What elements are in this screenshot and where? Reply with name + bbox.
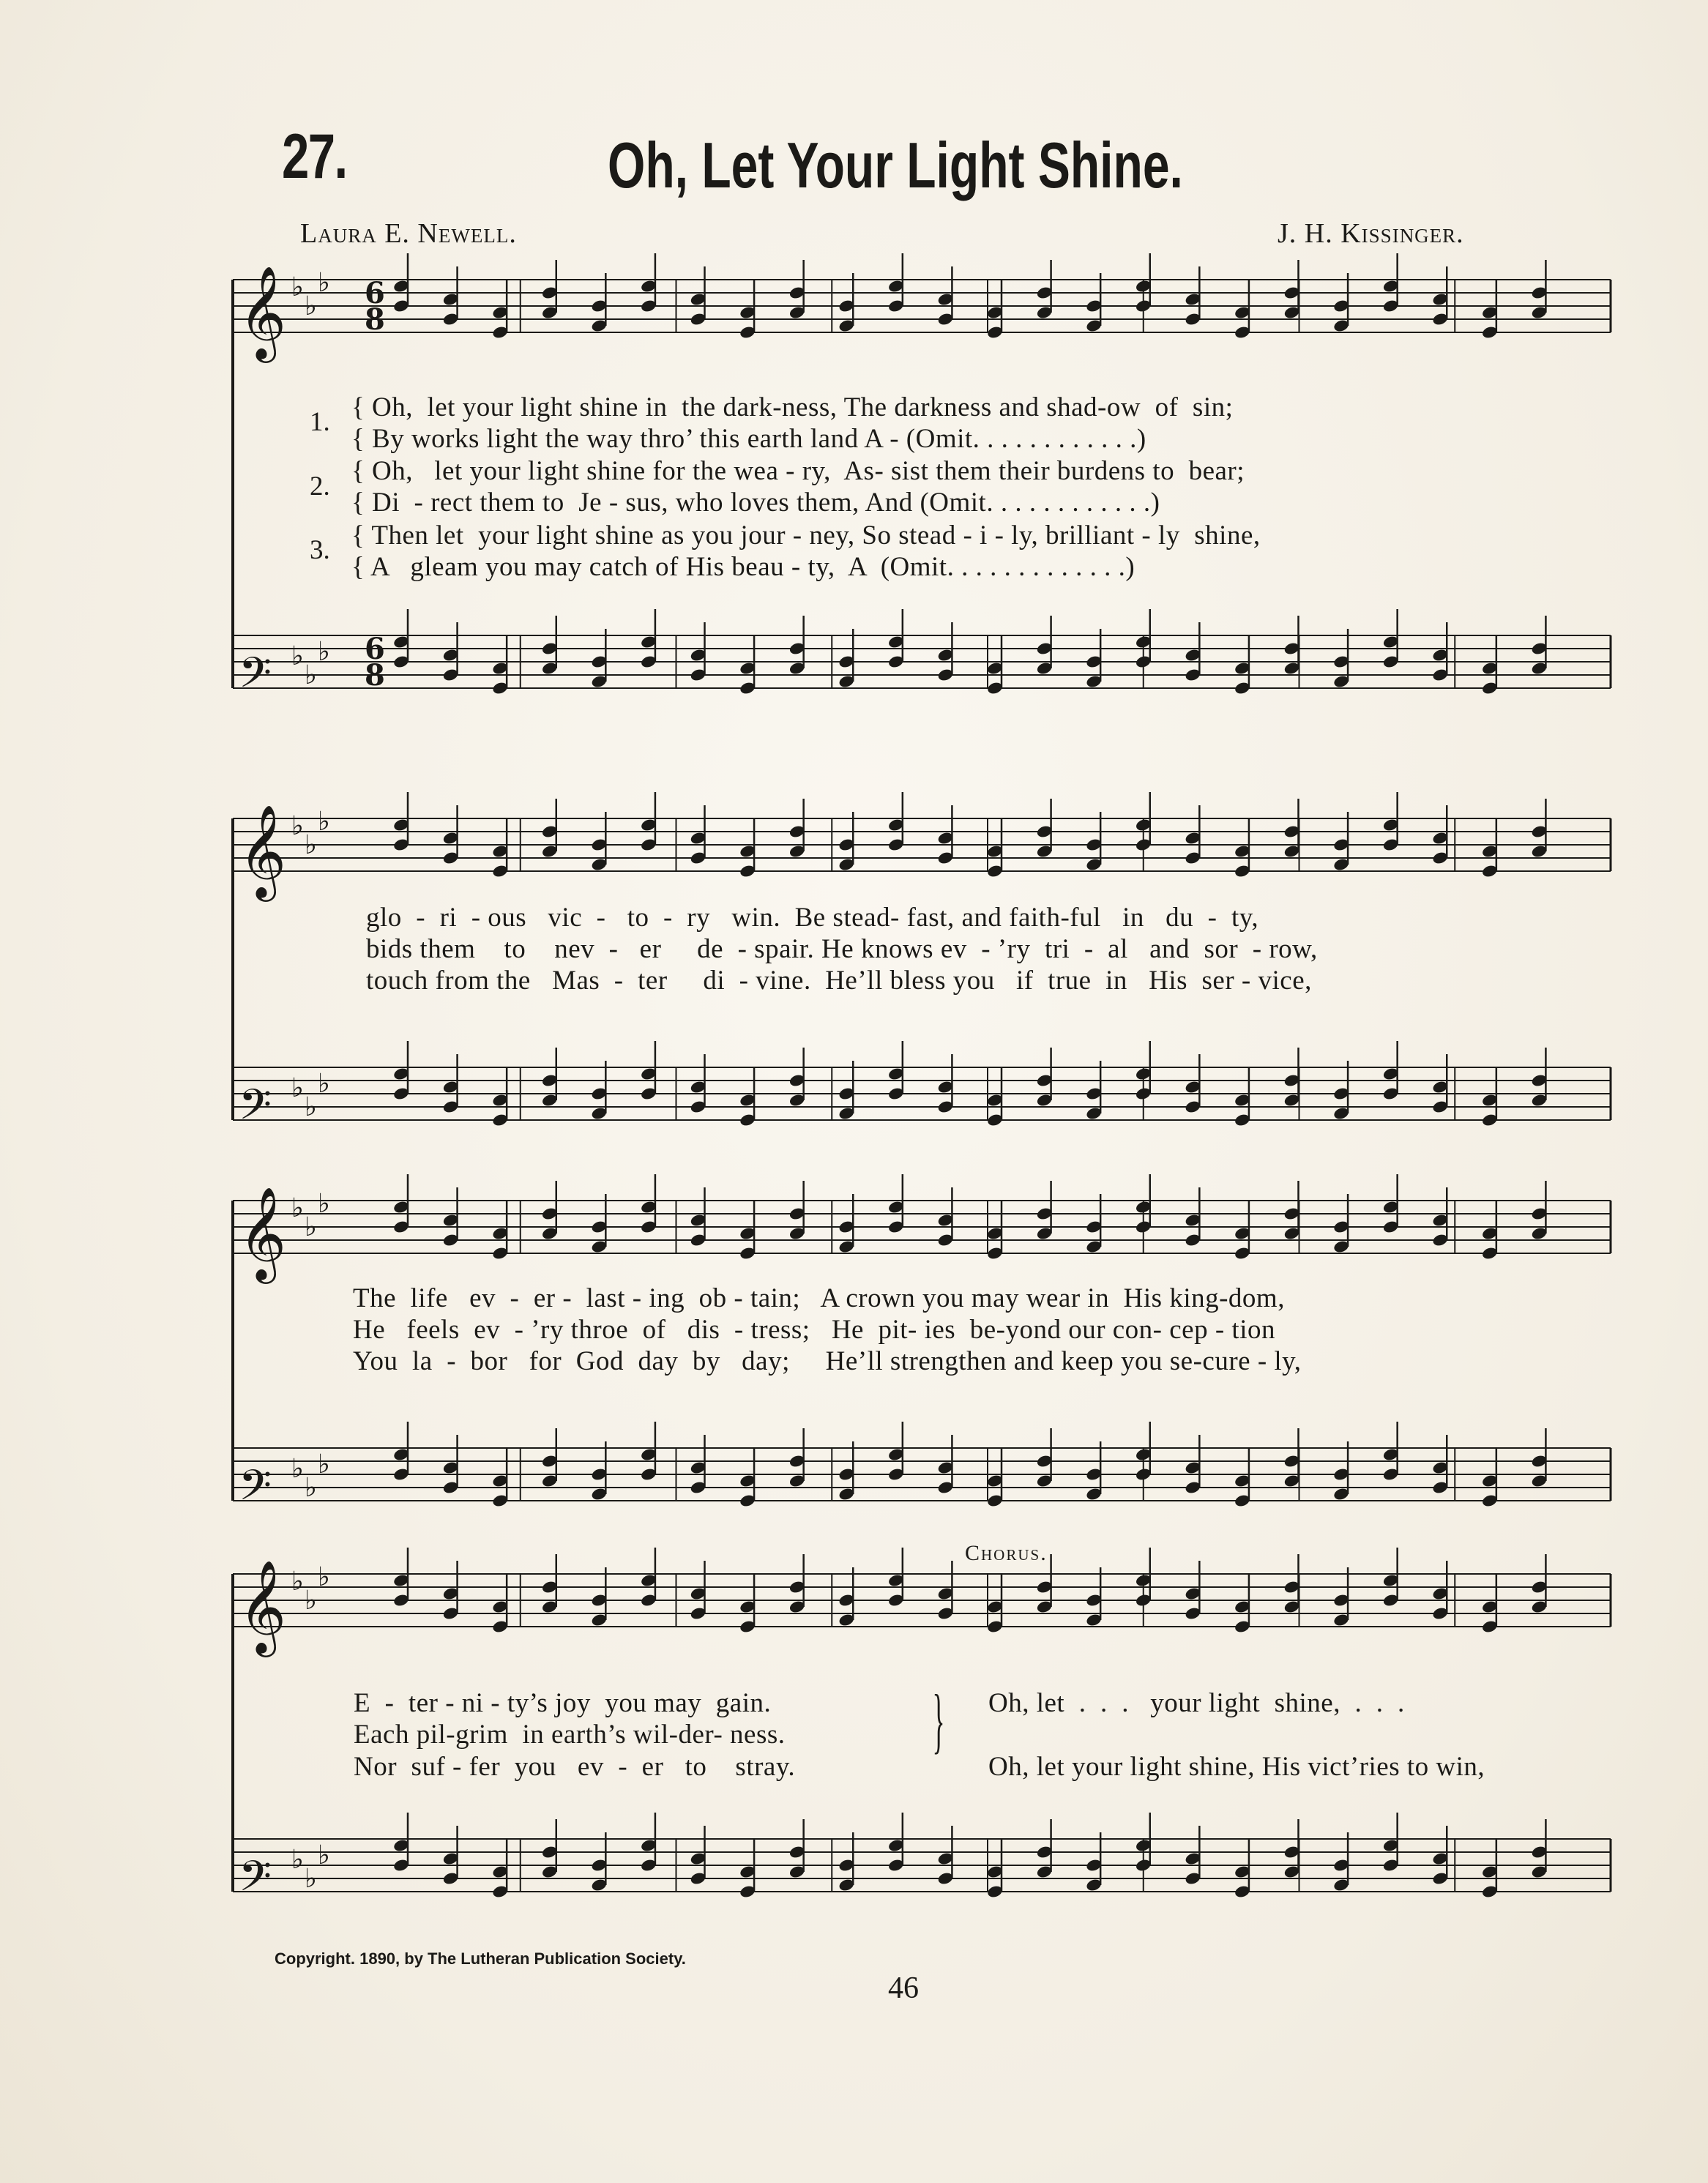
flat-sign: ♭ [305, 1212, 317, 1242]
lyric-line: Nor suf - fer you ev - er to stray. [354, 1752, 796, 1782]
copyright-notice: Copyright. 1890, by The Lutheran Publication Society. [275, 1949, 686, 1968]
lyric-line: He feels ev - ’ry throe of dis - tress; He pit- ies be-yond our con- cep - tion [353, 1315, 1275, 1345]
flat-sign: ♭ [291, 1454, 304, 1484]
lyric-line: bids them to nev - er de - spair. He knows ev - ’ry tri - al and sor - row, [366, 934, 1318, 964]
flat-sign: ♭ [291, 1193, 304, 1223]
clef-symbol: 𝄢 [239, 1080, 272, 1140]
lyric-line: Each pil-grim in earth’s wil-der- ness. [354, 1720, 786, 1750]
flat-sign: ♭ [305, 1473, 317, 1503]
lyric-line: { Oh, let your light shine for the wea - ry, As- sist them their burdens to bear; [351, 456, 1245, 486]
clef-symbol: 𝄢 [239, 1851, 272, 1911]
chorus-brace: } [932, 1679, 945, 1761]
lyric-line: { Di - rect them to Je - sus, who loves them, And (Omit. . . . . . . . . . . .) [351, 488, 1160, 518]
flat-sign: ♭ [305, 291, 317, 321]
chorus-lyric-line: Oh, let your light shine, His vict’ries to win, [988, 1752, 1485, 1782]
composer-credit: J. H. Kissinger. [1278, 218, 1464, 249]
flat-sign: ♭ [305, 1092, 317, 1122]
clef-symbol: 𝄢 [239, 648, 272, 708]
verse-number-1: 1. [310, 407, 330, 437]
lyric-line: glo - ri - ous vic - to - ry win. Be stead- fast, and faith-ful in du - ty, [366, 903, 1259, 933]
flat-sign: ♭ [318, 1449, 330, 1479]
chorus-lyric-line: Oh, let . . . your light shine, . . . [988, 1688, 1405, 1718]
lyric-line: { A gleam you may catch of His beau - ty, A (Omit. . . . . . . . . . . . .) [351, 552, 1135, 582]
chorus-label: Chorus. [965, 1541, 1048, 1565]
flat-sign: ♭ [318, 1069, 330, 1099]
hymn-title: Oh, Let Your Light Shine. [608, 129, 1183, 201]
hymn-number: 27. [282, 122, 347, 192]
flat-sign: ♭ [291, 272, 304, 302]
lyric-line: The life ev - er - last - ing ob - tain; A crown you may wear in His king-dom, [353, 1283, 1285, 1313]
lyric-line: E - ter - ni - ty’s joy you may gain. [354, 1688, 772, 1718]
flat-sign: ♭ [305, 1586, 317, 1616]
flat-sign: ♭ [291, 1845, 304, 1875]
page-number: 46 [888, 1971, 919, 2005]
flat-sign: ♭ [318, 637, 330, 667]
clef-symbol: 𝄢 [239, 1460, 272, 1520]
flat-sign: ♭ [291, 811, 304, 841]
time-signature-digit: 6 [365, 276, 385, 310]
clef-symbol: 𝄞 [239, 1559, 287, 1653]
time-signature-digit: 6 [365, 632, 385, 666]
clef-symbol: 𝄞 [239, 265, 287, 359]
clef-symbol: 𝄞 [239, 1186, 287, 1280]
flat-sign: ♭ [291, 1567, 304, 1597]
flat-sign: ♭ [305, 830, 317, 860]
flat-sign: ♭ [291, 641, 304, 671]
verse-number-3: 3. [310, 535, 330, 565]
flat-sign: ♭ [318, 1840, 330, 1870]
time-signature-digit: 8 [365, 658, 385, 693]
lyric-line: touch from the Mas - ter di - vine. He’ll bless you if true in His ser - vice, [366, 966, 1312, 996]
author-credit: Laura E. Newell. [300, 218, 517, 249]
flat-sign: ♭ [291, 1073, 304, 1103]
flat-sign: ♭ [305, 660, 317, 690]
flat-sign: ♭ [305, 1864, 317, 1894]
flat-sign: ♭ [318, 1562, 330, 1592]
lyric-line: { By works light the way thro’ this earth land A - (Omit. . . . . . . . . . . .) [351, 424, 1146, 454]
time-signature-digit: 8 [365, 302, 385, 337]
verse-number-2: 2. [310, 471, 330, 501]
flat-sign: ♭ [318, 1189, 330, 1219]
flat-sign: ♭ [318, 268, 330, 298]
flat-sign: ♭ [318, 807, 330, 837]
clef-symbol: 𝄞 [239, 804, 287, 898]
lyric-line: { Oh, let your light shine in the dark-ness, The darkness and shad-ow of sin; [351, 392, 1234, 422]
lyric-line: You la - bor for God day by day; He’ll strengthen and keep you se-cure - ly, [353, 1346, 1302, 1376]
lyric-line: { Then let your light shine as you jour - ney, So stead - i - ly, brilliant - ly shine, [351, 520, 1261, 551]
